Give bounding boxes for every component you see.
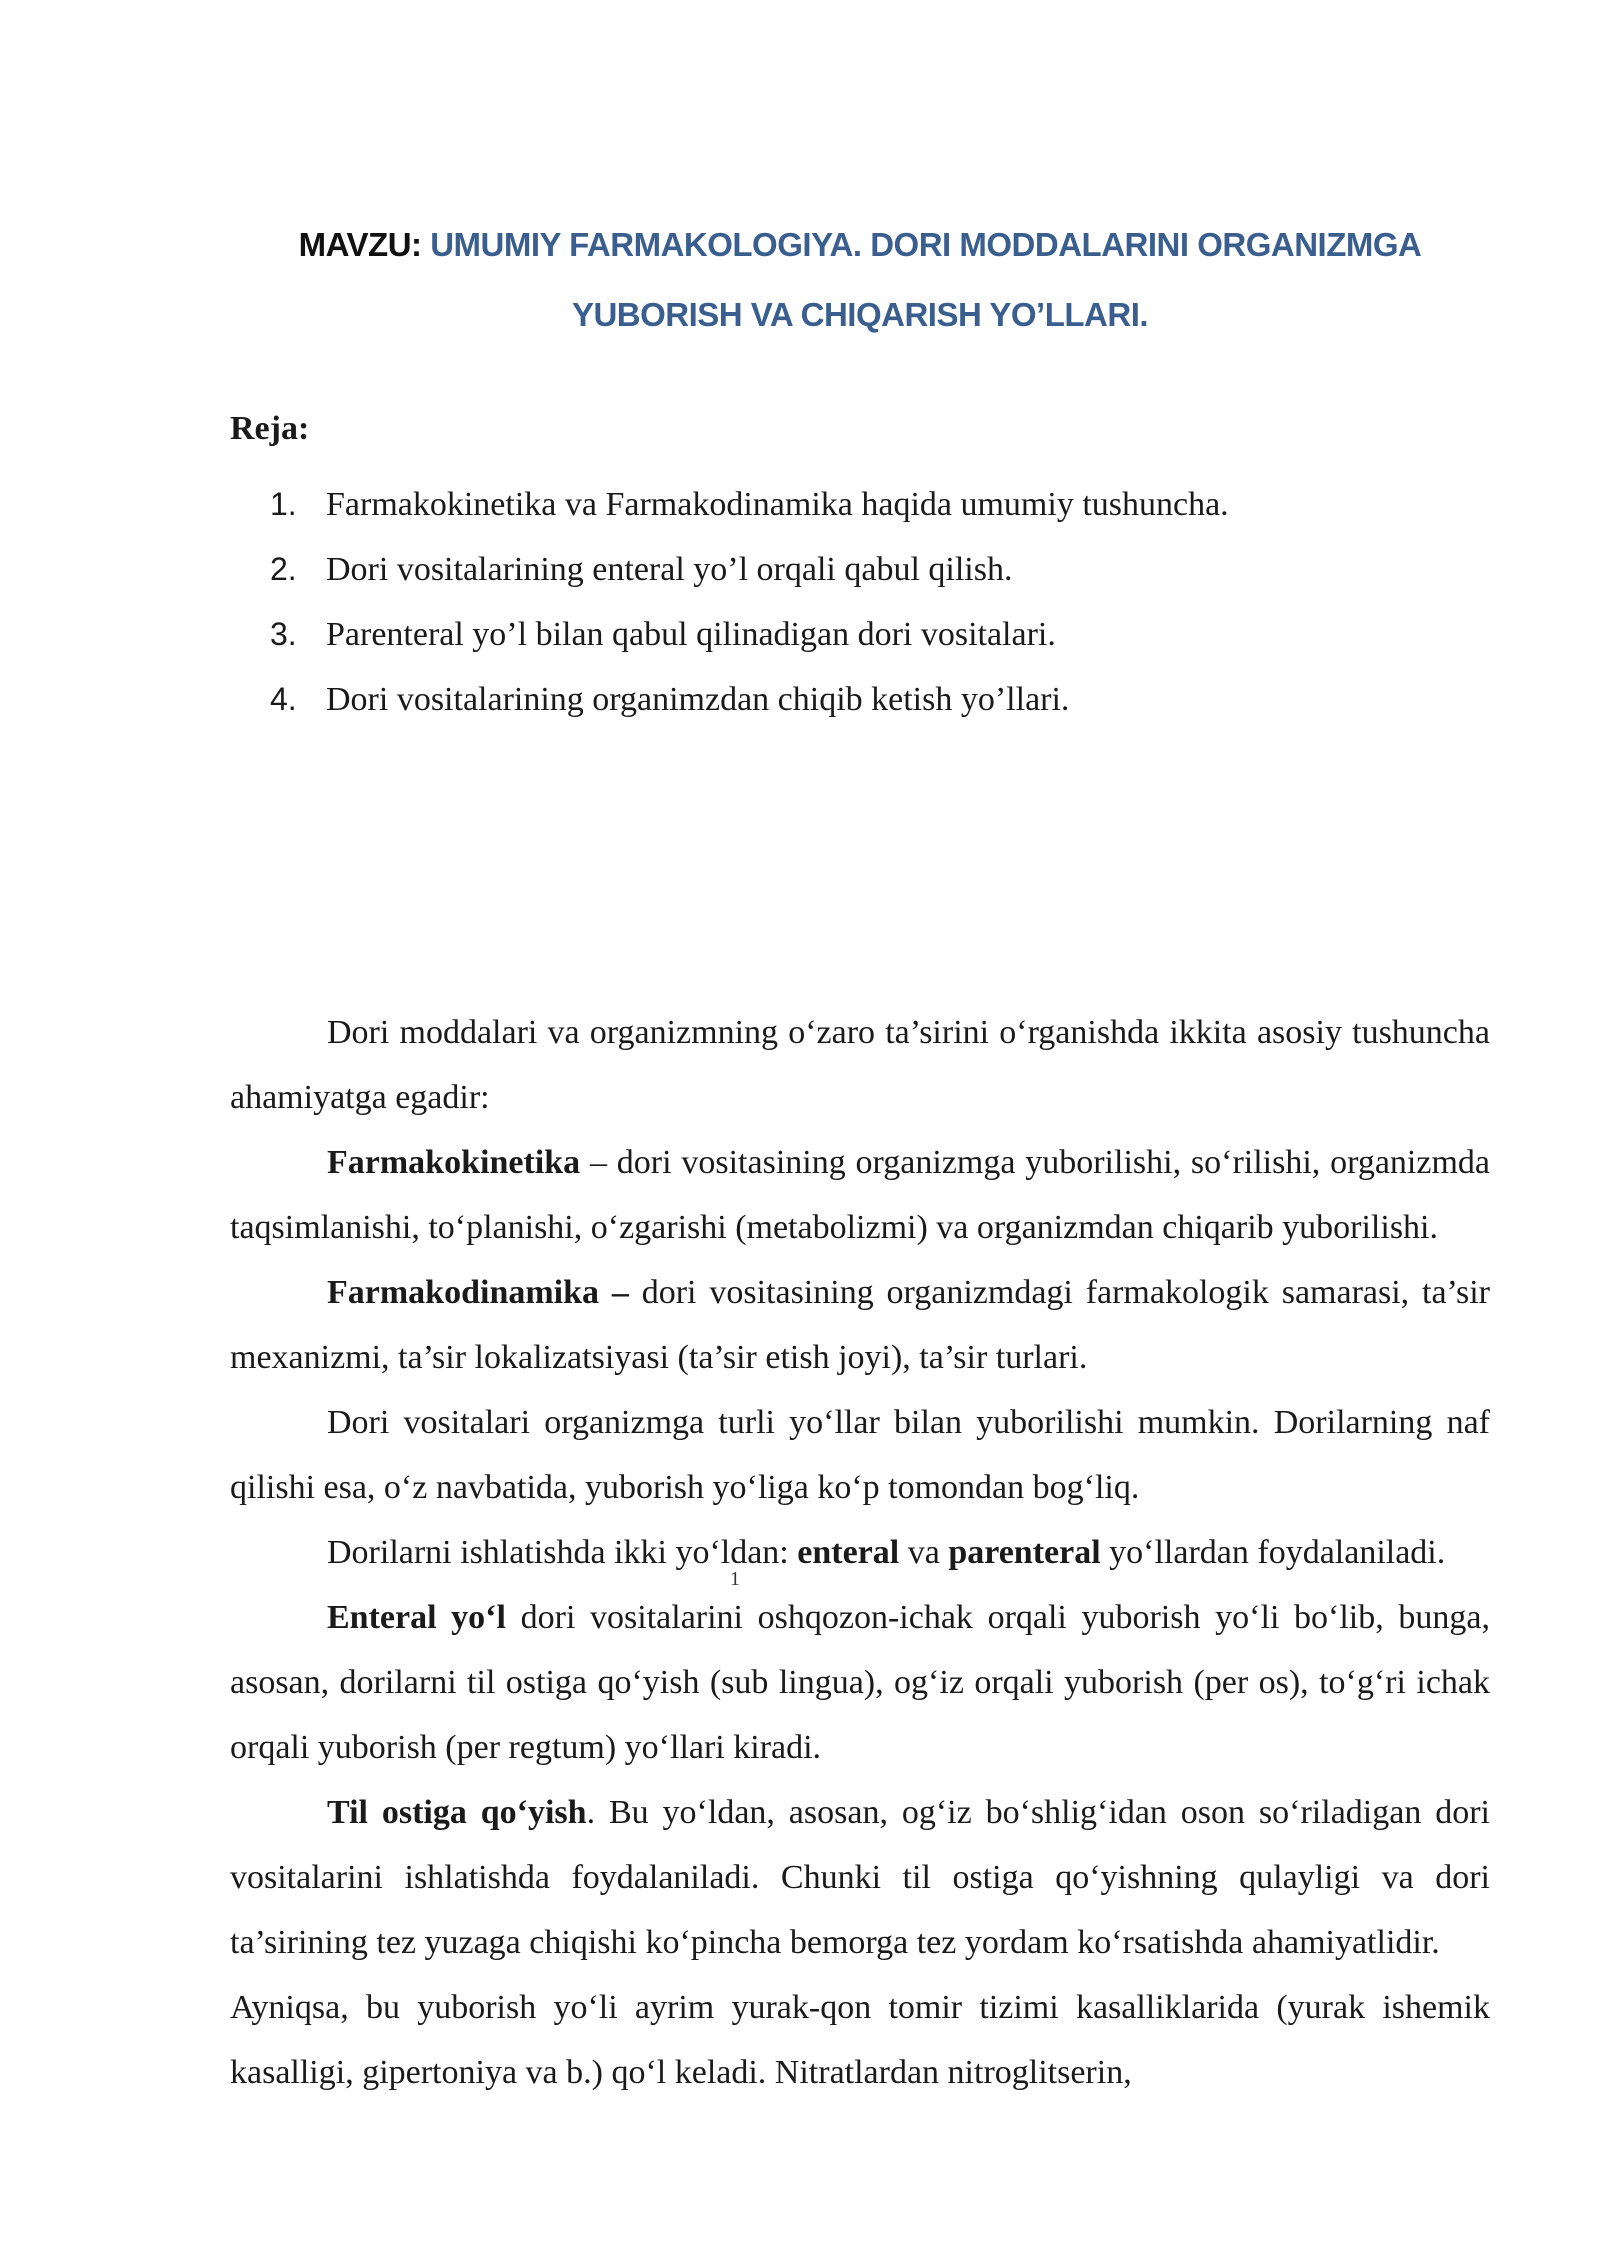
definition-sublingual: . Bu yo‘ldan, asosan, og‘iz bo‘shlig‘idan oson so‘riladigan dori vositalarini ishlatishda foydalaniladi. Chunki til ostiga qo‘yishning qulayligi va dori ta’sirining tez yuzaga chiqishi ko‘pincha bemorga tez yordam ko‘rsatishda ahamiyatlidir. (230, 1794, 1490, 1961)
title-topic-line1: UMUMIY FARMAKOLOGIYA. DORI MODDALARINI ORGANIZMGA (430, 226, 1422, 263)
term-parenteral: parenteral (948, 1534, 1101, 1571)
definition-pharmacokinetics: – dori vositasining organizmga yuborilishi, so‘rilishi, organizmda taqsimlanishi, to‘planishi, o‘zgarishi (metabolizmi) va organizmdan chiqarib yuborilishi. (230, 1144, 1490, 1246)
plan-item (270, 537, 1229, 602)
text-segment: yo‘llardan foydalaniladi. (1100, 1534, 1446, 1571)
paragraph-intro: Dori moddalari va organizmning o‘zaro ta’sirini o‘rganishda ikkita asosiy tushuncha ahamiyatga egadir: (230, 1014, 1490, 1116)
body-text (230, 1000, 1490, 2105)
definition-enteral-route: dori vositalarini oshqozon-ichak orqali yuborish yo‘li bo‘lib, bunga, asosan, dorilarni til ostiga qo‘yish (sub lingua), og‘iz orqali yuborish (per os), to‘g‘ri ichak orqali yuborish (per regtum) yo‘llari kiradi. (230, 1599, 1490, 1766)
paragraph-routes: Dori vositalari organizmga turli yo‘llar bilan yuborilishi mumkin. Dorilarning naf qilishi esa, o‘z navbatida, yuborish yo‘liga ko‘p tomondan bog‘liq. (230, 1404, 1490, 1506)
term-enteral-route: Enteral yo‘l (327, 1599, 506, 1636)
plan-item-text: Dori vositalarining enteral yo’l orqali qabul qilish. (326, 551, 1013, 588)
plan-item (270, 472, 1229, 537)
paragraph-enteral-parenteral (230, 1520, 1490, 1585)
plan-item-text: Parenteral yo’l bilan qabul qilinadigan dori vositalari. (326, 616, 1056, 653)
definition-pharmacodynamics: dori vositasining organizmdagi farmakologik samarasi, ta’sir mexanizmi, ta’sir lokalizatsiyasi (ta’sir etish joyi), ta’sir turlari. (230, 1274, 1490, 1376)
text-segment: va (899, 1534, 949, 1571)
plan-item-text: Farmakokinetika va Farmakodinamika haqida umumiy tushuncha. (326, 486, 1229, 523)
document-title (230, 210, 1490, 350)
plan-item (270, 602, 1229, 667)
plan-item-number: 1. (270, 486, 297, 522)
paragraph-cardiovascular: Ayniqsa, bu yuborish yo‘li ayrim yurak-qon tomir tizimi kasalliklarida (yurak ishemik kasalligi, gipertoniya va b.) qo‘l keladi. Nitratlardan nitroglitserin, (230, 1989, 1490, 2091)
text-segment: Dorilarni ishlatishda ikki yo‘ldan: (327, 1534, 798, 1571)
term-sublingual: Til ostiga qo‘yish (327, 1794, 587, 1831)
plan-item (270, 667, 1229, 732)
plan-item-number: 3. (270, 616, 297, 652)
plan-list (270, 472, 1229, 732)
plan-item-number: 4. (270, 681, 297, 717)
plan-item-number: 2. (270, 551, 297, 587)
plan-label: Reja: (230, 410, 310, 447)
title-prefix: MAVZU: (298, 226, 431, 263)
plan-item-text: Dori vositalarining organimzdan chiqib ketish yo’llari. (326, 681, 1070, 718)
term-enteral: enteral (797, 1534, 900, 1571)
paragraph-sublingual (230, 1780, 1490, 1975)
paragraph-pharmacokinetics (230, 1130, 1490, 1260)
paragraph-pharmacodynamics (230, 1260, 1490, 1390)
term-pharmacodynamics: Farmakodinamika – (327, 1274, 629, 1311)
footnote-mark: 1 (730, 1568, 740, 1590)
title-topic-line2: YUBORISH VA CHIQARISH YO’LLARI. (571, 296, 1149, 333)
paragraph-enteral-route (230, 1585, 1490, 1780)
term-pharmacokinetics: Farmakokinetika (327, 1144, 581, 1181)
document-page (230, 210, 1490, 2091)
